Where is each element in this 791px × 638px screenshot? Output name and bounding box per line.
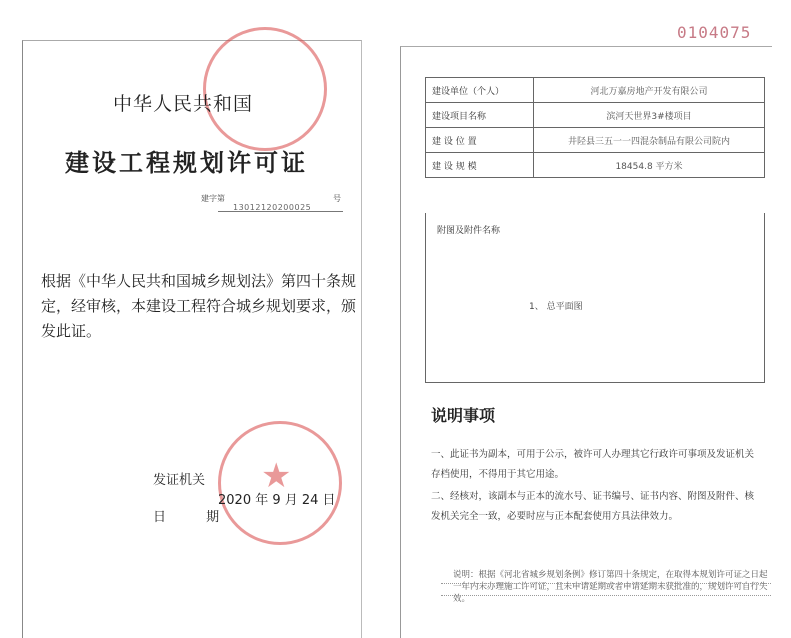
issuer-label: 发证机关 [153,473,206,488]
project-info-table [425,77,765,178]
date-label: 日 期 [153,510,238,525]
permit-no-suffix: 号 [333,194,341,203]
attachment-box [425,213,765,383]
table-row [426,78,765,103]
note-1: 一、此证书为副本，可用于公示，被许可人办理其它行政许可事项及发证机关存档使用，不得用于其它用途。 [431,449,755,480]
table-row [426,103,765,128]
left-page [22,40,362,638]
bottom-dotted-line [441,595,771,596]
permit-no-label: 建字第 [201,194,225,203]
row-value: 滨河天世界3#楼项目 [534,103,765,128]
row-value: 河北万嘉房地产开发有限公司 [534,78,765,103]
country-title: 中华人民共和国 [113,93,254,115]
right-page [400,46,772,638]
certificate-title: 建设工程规划许可证 [65,149,308,177]
attachment-label: 附图及附件名称 [437,226,501,236]
certificate-body-text: 根据《中华人民共和国城乡规划法》第四十条规定，经审核，本建设工程符合城乡规划要求，颁发此证。 [41,272,357,340]
row-value: 18454.8 平方米 [534,153,765,178]
bottom-dotted-line [441,583,771,584]
table-row [426,153,765,178]
row-label: 建设项目名称 [426,103,534,128]
permit-no-value: 13012120200025 [233,203,312,212]
row-label: 建 设 位 置 [426,128,534,153]
notes-title: 说明事项 [431,406,496,425]
row-label: 建设单位（个人） [426,78,534,103]
permit-no-underline [218,211,343,212]
star-icon: ★ [261,456,292,496]
issue-date: 2020 年 9 月 24 日 [218,493,336,508]
note-2: 二、经核对，该副本与正本的流水号、证书编号、证书内容、附图及附件、核发机关完全一致，必要时应与正本配套使用方具法律效力。 [431,491,755,522]
bottom-note: 说明：根据《河北省城乡规划条例》修订第四十条规定，在取得本规划许可证之日起一年内未办理施工许可证，且未申请延期或者申请延期未获批准的，规划许可自行失效。 [453,570,768,604]
row-label: 建 设 规 模 [426,153,534,178]
serial-number: 0104075 [677,23,752,42]
official-seal-bottom [218,421,342,545]
table-row [426,128,765,153]
row-value: 井陉县三五一一四混杂制品有限公司院内 [534,128,765,153]
attachment-item: 1、 总平面图 [529,302,583,312]
